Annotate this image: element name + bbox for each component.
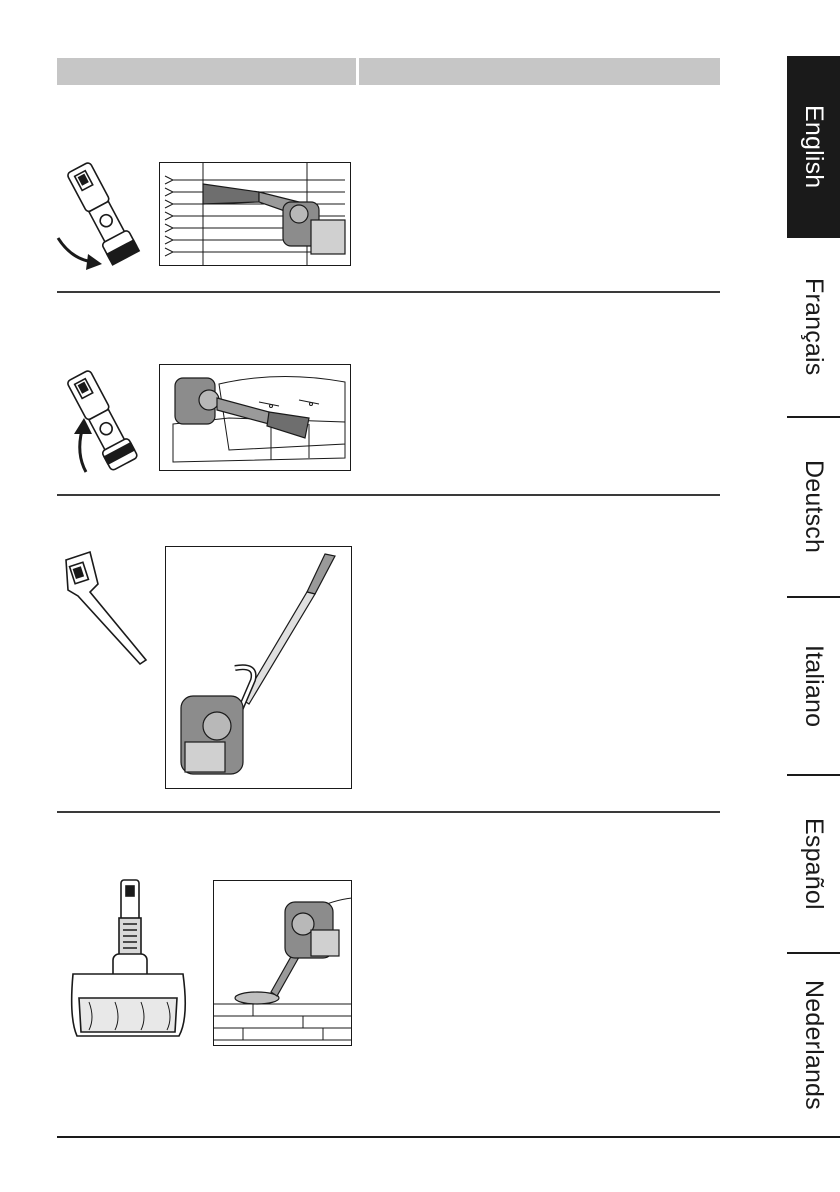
row-divider — [57, 291, 720, 293]
lang-tab-deutsch[interactable] — [787, 418, 840, 596]
lang-label: English — [800, 105, 828, 189]
lang-label: Français — [800, 278, 828, 376]
lang-label: Español — [800, 818, 828, 910]
sofa-cleaning-scene — [159, 364, 351, 471]
row-divider — [57, 494, 720, 496]
lang-tab-english[interactable] — [787, 56, 840, 238]
table-header-right — [359, 58, 720, 85]
crevice-tool-icon — [60, 550, 152, 666]
lang-tab-espanol[interactable] — [787, 776, 840, 952]
stick-vacuum-crevice-scene — [165, 546, 352, 789]
floor-head-icon — [55, 878, 201, 1043]
lang-tab-nederlands[interactable] — [787, 954, 840, 1136]
row-divider — [57, 811, 720, 813]
brush-attachment-up-icon — [52, 368, 150, 480]
floor-cleaning-scene — [213, 880, 352, 1046]
page-bottom-rule — [57, 1136, 840, 1138]
lang-tab-francais[interactable] — [787, 238, 840, 416]
lang-tab-italiano[interactable] — [787, 598, 840, 774]
lang-label: Deutsch — [800, 460, 828, 554]
lang-label: Italiano — [800, 644, 828, 728]
blinds-cleaning-scene — [159, 162, 351, 266]
lang-label: Nederlands — [800, 980, 828, 1110]
brush-attachment-down-icon — [52, 160, 150, 270]
table-header-left — [57, 58, 356, 85]
